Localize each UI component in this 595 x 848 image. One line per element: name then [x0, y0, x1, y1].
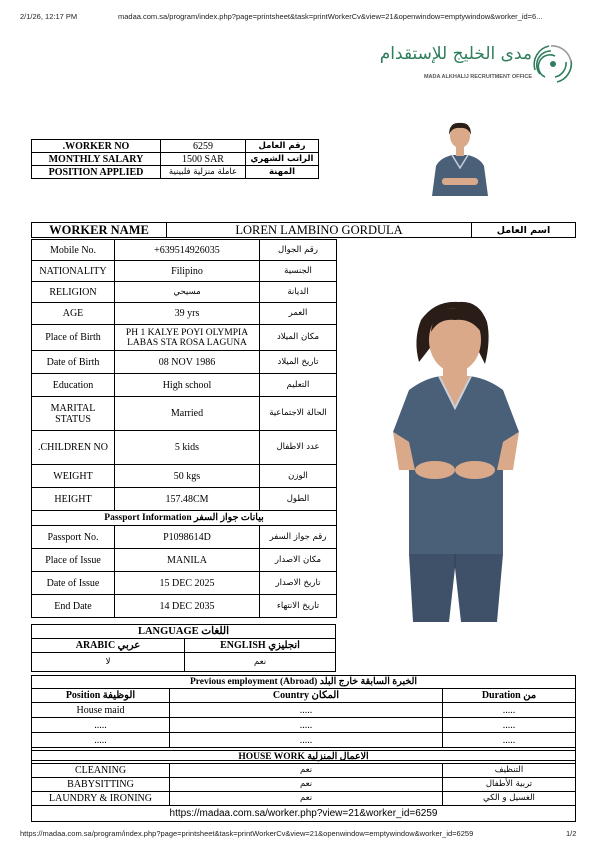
employment-country-header: Country المكان	[170, 689, 443, 703]
print-url-footer: https://madaa.com.sa/program/index.php?page=printsheet&task=printWorkerCv&view=21&openwindow=emptywindow&worker_id=6259	[20, 829, 474, 838]
detail-value: High school	[115, 374, 260, 397]
detail-arabic: الحالة الاجتماعية	[260, 397, 337, 431]
detail-row	[32, 261, 337, 282]
worker-link[interactable]: https://madaa.com.sa/worker.php?view=21&worker_id=6259	[32, 806, 576, 822]
employment-position: .....	[32, 718, 170, 733]
detail-label: RELIGION	[32, 282, 115, 303]
detail-row	[32, 351, 337, 374]
detail-label: AGE	[32, 303, 115, 325]
detail-row	[32, 431, 337, 465]
salary-arabic: الراتب الشهري	[246, 153, 319, 166]
detail-value: +639514926035	[115, 240, 260, 261]
detail-arabic: رقم الجوال	[260, 240, 337, 261]
passport-value: 14 DEC 2035	[115, 595, 260, 618]
detail-row	[32, 282, 337, 303]
detail-arabic: العمر	[260, 303, 337, 325]
detail-row	[32, 325, 337, 351]
housework-row	[32, 778, 576, 792]
detail-label: NATIONALITY	[32, 261, 115, 282]
detail-row	[32, 240, 337, 261]
detail-value: PH 1 KALYE POYI OLYMPIA LABAS STA ROSA LAGUNA	[115, 325, 260, 351]
passport-value: 15 DEC 2025	[115, 572, 260, 595]
passport-row	[32, 572, 337, 595]
worker-name-value: LOREN LAMBINO GORDULA	[167, 223, 472, 238]
detail-arabic: الطول	[260, 488, 337, 511]
worker-no-value: 6259	[161, 140, 246, 153]
employment-duration: .....	[443, 733, 576, 748]
employment-position: House maid	[32, 703, 170, 718]
housework-row	[32, 764, 576, 778]
passport-value: MANILA	[115, 549, 260, 572]
housework-label: BABYSITTING	[32, 778, 170, 792]
detail-label: .CHILDREN NO	[32, 431, 115, 465]
logo-arabic-text: مدى الخليج للإستقدام	[379, 44, 532, 64]
worker-no-arabic: رقم العامل	[246, 140, 319, 153]
passport-label: Date of Issue	[32, 572, 115, 595]
employment-row	[32, 733, 576, 748]
page-number: 1/2	[566, 829, 577, 838]
detail-label: WEIGHT	[32, 465, 115, 488]
summary-row	[32, 140, 319, 153]
employment-country: .....	[170, 718, 443, 733]
language-title: LANGUAGE اللغات	[32, 625, 336, 639]
detail-row	[32, 488, 337, 511]
salary-label: MONTHLY SALARY	[32, 153, 161, 166]
employment-row	[32, 703, 576, 718]
detail-row	[32, 374, 337, 397]
detail-label: Place of Birth	[32, 325, 115, 351]
passport-arabic: رقم جواز السفر	[260, 526, 337, 549]
detail-value: Filipino	[115, 261, 260, 282]
summary-table	[31, 139, 319, 179]
housework-value: نعم	[170, 778, 443, 792]
detail-label: Education	[32, 374, 115, 397]
passport-arabic: تاريخ الاصدار	[260, 572, 337, 595]
position-label: POSITION APPLIED	[32, 166, 161, 179]
details-table	[31, 239, 337, 618]
detail-label: Mobile No.	[32, 240, 115, 261]
position-value: عاملة منزلية فلبينية	[161, 166, 246, 179]
detail-value: 39 yrs	[115, 303, 260, 325]
detail-arabic: التعليم	[260, 374, 337, 397]
detail-row	[32, 397, 337, 431]
detail-value: Married	[115, 397, 260, 431]
detail-label: Date of Birth	[32, 351, 115, 374]
employment-country: .....	[170, 733, 443, 748]
employment-duration-header: Duration من	[443, 689, 576, 703]
passport-row	[32, 549, 337, 572]
passport-value: P1098614D	[115, 526, 260, 549]
passport-title: Passport Information بيانات جواز السفر	[32, 511, 337, 526]
passport-label: End Date	[32, 595, 115, 618]
detail-row	[32, 303, 337, 325]
detail-arabic: مكان الميلاد	[260, 325, 337, 351]
passport-row	[32, 526, 337, 549]
housework-label: LAUNDRY & IRONING	[32, 792, 170, 806]
housework-arabic: تربية الأطفال	[443, 778, 576, 792]
print-url-header: madaa.com.sa/program/index.php?page=printsheet&task=printWorkerCv&view=21&openwindow=emptywindow&worker_id=6...	[118, 12, 543, 21]
employment-position-header: Position الوظيفة	[32, 689, 170, 703]
company-logo	[360, 38, 580, 88]
salary-value: 1500 SAR	[161, 153, 246, 166]
employment-row	[32, 718, 576, 733]
detail-value: 08 NOV 1986	[115, 351, 260, 374]
detail-row	[32, 465, 337, 488]
housework-row	[32, 792, 576, 806]
summary-row	[32, 153, 319, 166]
detail-arabic: الديانة	[260, 282, 337, 303]
employment-table	[31, 675, 576, 761]
housework-title: HOUSE WORK الاعمال المنزلية	[32, 751, 576, 764]
position-arabic: المهنة	[246, 166, 319, 179]
worker-no-label: .WORKER NO	[32, 140, 161, 153]
worker-name-arabic: اسم العامل	[472, 223, 576, 238]
passport-arabic: مكان الاصدار	[260, 549, 337, 572]
employment-country: .....	[170, 703, 443, 718]
passport-label: Passport No.	[32, 526, 115, 549]
detail-label: MARITAL STATUS	[32, 397, 115, 431]
passport-label: Place of Issue	[32, 549, 115, 572]
language-arabic-header: ARABIC عربي	[32, 639, 185, 653]
detail-value: 50 kgs	[115, 465, 260, 488]
language-english-value: نعم	[185, 653, 336, 672]
language-english-header: ENGLISH انجليزي	[185, 639, 336, 653]
worker-name-label: WORKER NAME	[32, 223, 167, 238]
language-table	[31, 624, 336, 672]
housework-value: نعم	[170, 792, 443, 806]
housework-value: نعم	[170, 764, 443, 778]
logo-english-text: MADA ALKHALIJ RECRUITMENT OFFICE	[423, 74, 532, 80]
worker-name-table	[31, 222, 576, 238]
detail-arabic: الوزن	[260, 465, 337, 488]
summary-row	[32, 166, 319, 179]
employment-title: Previous employment (Abroad) الخبرة السابقة خارج البلد	[32, 676, 576, 689]
worker-photo-small	[412, 120, 508, 196]
detail-value: مسيحي	[115, 282, 260, 303]
housework-table	[31, 750, 576, 822]
worker-photo-large	[375, 292, 557, 630]
detail-arabic: عدد الاطفال	[260, 431, 337, 465]
passport-row	[32, 595, 337, 618]
detail-value: 157.48CM	[115, 488, 260, 511]
passport-title-row	[32, 511, 337, 526]
passport-arabic: تاريخ الانتهاء	[260, 595, 337, 618]
language-arabic-value: لا	[32, 653, 185, 672]
housework-arabic: التنظيف	[443, 764, 576, 778]
detail-arabic: تاريخ الميلاد	[260, 351, 337, 374]
detail-value: 5 kids	[115, 431, 260, 465]
employment-duration: .....	[443, 703, 576, 718]
detail-arabic: الجنسية	[260, 261, 337, 282]
housework-arabic: الغسيل و الكي	[443, 792, 576, 806]
employment-position: .....	[32, 733, 170, 748]
employment-duration: .....	[443, 718, 576, 733]
print-datetime: 2/1/26, 12:17 PM	[20, 12, 78, 21]
detail-label: HEIGHT	[32, 488, 115, 511]
housework-label: CLEANING	[32, 764, 170, 778]
